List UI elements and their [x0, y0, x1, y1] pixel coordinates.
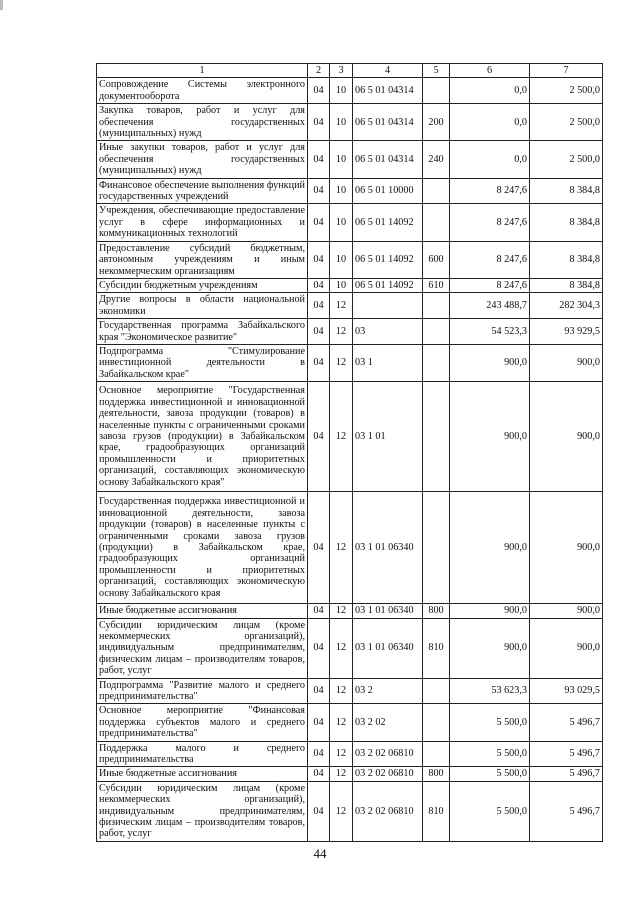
row-name-cell: Предоставление субсидий бюджетным, автономным учреждениям и иным некоммерческим организациям	[97, 241, 308, 278]
amount-year2-cell: 8 384,8	[530, 178, 603, 204]
budget-table	[96, 63, 603, 842]
target-article-cell: 06 5 01 14092	[353, 278, 423, 292]
amount-year2-cell: 8 384,8	[530, 241, 603, 278]
amount-year2-cell: 2 500,0	[530, 104, 603, 141]
amount-year1-cell: 54 523,3	[450, 319, 530, 345]
target-article-cell: 03 2	[353, 678, 423, 704]
target-article-cell: 06 5 01 04314	[353, 104, 423, 141]
expense-type-cell: 200	[423, 104, 450, 141]
table-row	[97, 104, 603, 141]
subsection-code-cell: 12	[330, 741, 353, 767]
target-article-cell: 03	[353, 319, 423, 345]
expense-type-cell: 240	[423, 141, 450, 178]
row-name-cell: Учреждения, обеспечивающие предоставление услуг в сфере информационных и коммуникационных технологий	[97, 204, 308, 241]
row-name-cell: Основное мероприятие "Финансовая поддержка субъектов малого и среднего предпринимательства"	[97, 704, 308, 741]
target-article-cell: 06 5 01 10000	[353, 178, 423, 204]
target-article-cell	[353, 293, 423, 319]
section-code-cell: 04	[308, 78, 330, 104]
header-cell: 3	[330, 64, 353, 78]
table-row	[97, 741, 603, 767]
expense-type-cell	[423, 319, 450, 345]
section-code-cell: 04	[308, 741, 330, 767]
section-code-cell: 04	[308, 104, 330, 141]
subsection-code-cell: 10	[330, 178, 353, 204]
section-code-cell: 04	[308, 704, 330, 741]
header-cell: 4	[353, 64, 423, 78]
table-row	[97, 492, 603, 604]
subsection-code-cell: 12	[330, 704, 353, 741]
amount-year1-cell: 53 623,3	[450, 678, 530, 704]
expense-type-cell	[423, 178, 450, 204]
table-row	[97, 78, 603, 104]
table-row	[97, 382, 603, 492]
expense-type-cell: 800	[423, 604, 450, 618]
section-code-cell: 04	[308, 293, 330, 319]
target-article-cell: 03 1 01 06340	[353, 618, 423, 678]
amount-year1-cell: 8 247,6	[450, 278, 530, 292]
amount-year1-cell: 900,0	[450, 344, 530, 381]
amount-year1-cell: 900,0	[450, 382, 530, 492]
amount-year2-cell: 8 384,8	[530, 204, 603, 241]
subsection-code-cell: 12	[330, 344, 353, 381]
table-row	[97, 319, 603, 345]
section-code-cell: 04	[308, 344, 330, 381]
subsection-code-cell: 12	[330, 618, 353, 678]
section-code-cell: 04	[308, 618, 330, 678]
amount-year2-cell: 8 384,8	[530, 278, 603, 292]
target-article-cell: 03 1 01	[353, 382, 423, 492]
row-name-cell: Финансовое обеспечение выполнения функций государственных учреждений	[97, 178, 308, 204]
amount-year2-cell: 2 500,0	[530, 141, 603, 178]
subsection-code-cell: 12	[330, 492, 353, 604]
amount-year2-cell: 5 496,7	[530, 767, 603, 781]
header-row	[97, 64, 603, 78]
subsection-code-cell: 10	[330, 241, 353, 278]
expense-type-cell: 610	[423, 278, 450, 292]
amount-year1-cell: 5 500,0	[450, 767, 530, 781]
row-name-cell: Закупка товаров, работ и услуг для обеспечения государственных (муниципальных) нужд	[97, 104, 308, 141]
target-article-cell: 06 5 01 04314	[353, 78, 423, 104]
amount-year2-cell: 900,0	[530, 492, 603, 604]
amount-year1-cell: 900,0	[450, 492, 530, 604]
amount-year1-cell: 5 500,0	[450, 704, 530, 741]
header-cell: 2	[308, 64, 330, 78]
amount-year2-cell: 93 929,5	[530, 319, 603, 345]
table-body	[97, 78, 603, 841]
amount-year2-cell: 5 496,7	[530, 741, 603, 767]
section-code-cell: 04	[308, 278, 330, 292]
row-name-cell: Иные бюджетные ассигнования	[97, 604, 308, 618]
expense-type-cell	[423, 678, 450, 704]
expense-type-cell	[423, 741, 450, 767]
amount-year2-cell: 900,0	[530, 344, 603, 381]
subsection-code-cell: 12	[330, 319, 353, 345]
row-name-cell: Подпрограмма "Развитие малого и среднего предпринимательства"	[97, 678, 308, 704]
subsection-code-cell: 12	[330, 293, 353, 319]
table-row	[97, 278, 603, 292]
table-row	[97, 293, 603, 319]
section-code-cell: 04	[308, 382, 330, 492]
section-code-cell: 04	[308, 767, 330, 781]
table-row	[97, 618, 603, 678]
section-code-cell: 04	[308, 178, 330, 204]
header-cell: 6	[450, 64, 530, 78]
table-row	[97, 141, 603, 178]
table-row	[97, 241, 603, 278]
subsection-code-cell: 12	[330, 781, 353, 841]
table-row	[97, 604, 603, 618]
target-article-cell: 03 2 02 06810	[353, 767, 423, 781]
page-number: 44	[313, 846, 327, 861]
target-article-cell: 03 2 02	[353, 704, 423, 741]
expense-type-cell: 810	[423, 781, 450, 841]
section-code-cell: 04	[308, 241, 330, 278]
amount-year1-cell: 0,0	[450, 78, 530, 104]
row-name-cell: Подпрограмма "Стимулирование инвестиционной деятельности в Забайкальском крае"	[97, 344, 308, 381]
expense-type-cell	[423, 492, 450, 604]
target-article-cell: 03 1 01 06340	[353, 604, 423, 618]
amount-year2-cell: 900,0	[530, 382, 603, 492]
amount-year1-cell: 900,0	[450, 604, 530, 618]
row-name-cell: Поддержка малого и среднего предпринимательства	[97, 741, 308, 767]
section-code-cell: 04	[308, 678, 330, 704]
amount-year1-cell: 900,0	[450, 618, 530, 678]
expense-type-cell: 800	[423, 767, 450, 781]
row-name-cell: Иные бюджетные ассигнования	[97, 767, 308, 781]
target-article-cell: 06 5 01 04314	[353, 141, 423, 178]
expense-type-cell: 810	[423, 618, 450, 678]
subsection-code-cell: 12	[330, 382, 353, 492]
table-row	[97, 204, 603, 241]
amount-year1-cell: 243 488,7	[450, 293, 530, 319]
amount-year2-cell: 93 029,5	[530, 678, 603, 704]
table-row	[97, 178, 603, 204]
amount-year1-cell: 5 500,0	[450, 741, 530, 767]
expense-type-cell	[423, 78, 450, 104]
amount-year1-cell: 0,0	[450, 104, 530, 141]
section-code-cell: 04	[308, 604, 330, 618]
amount-year2-cell: 900,0	[530, 604, 603, 618]
expense-type-cell	[423, 293, 450, 319]
row-name-cell: Субсидии юридическим лицам (кроме некоммерческих организаций), индивидуальным предпринимателям, физическим лицам – производителям товаров, работ, услуг	[97, 781, 308, 841]
row-name-cell: Сопровождение Системы электронного документооборота	[97, 78, 308, 104]
row-name-cell: Иные закупки товаров, работ и услуг для обеспечения государственных (муниципальных) нужд	[97, 141, 308, 178]
expense-type-cell	[423, 344, 450, 381]
subsection-code-cell: 12	[330, 678, 353, 704]
expense-type-cell	[423, 704, 450, 741]
subsection-code-cell: 10	[330, 204, 353, 241]
section-code-cell: 04	[308, 141, 330, 178]
section-code-cell: 04	[308, 319, 330, 345]
row-name-cell: Государственная поддержка инвестиционной и инновационной деятельности, завоза продукции (товаров) в населенные пункты с ограниченными сроками завоза грузов (продукции) в Забайкальском крае, градообразующих организаций промышленности и приоритетных организаций, составляющих экономическую основу Забайкальского края	[97, 492, 308, 604]
subsection-code-cell: 10	[330, 278, 353, 292]
target-article-cell: 03 1 01 06340	[353, 492, 423, 604]
section-code-cell: 04	[308, 204, 330, 241]
amount-year1-cell: 8 247,6	[450, 204, 530, 241]
amount-year2-cell: 282 304,3	[530, 293, 603, 319]
amount-year2-cell: 5 496,7	[530, 781, 603, 841]
expense-type-cell	[423, 204, 450, 241]
row-name-cell: Основное мероприятие "Государственная поддержка инвестиционной и инновационной деятельности, завоза продукции (товаров) в населенные пункты с ограниченными сроками завоза грузов (продукции) в Забайкальском крае, градообразующих организаций промышленности и приоритетных организаций, составляющих экономическую основу Забайкальского края"	[97, 382, 308, 492]
section-code-cell: 04	[308, 781, 330, 841]
amount-year2-cell: 5 496,7	[530, 704, 603, 741]
target-article-cell: 03 2 02 06810	[353, 741, 423, 767]
header-cell: 5	[423, 64, 450, 78]
expense-type-cell	[423, 382, 450, 492]
subsection-code-cell: 10	[330, 104, 353, 141]
amount-year2-cell: 2 500,0	[530, 78, 603, 104]
row-name-cell: Субсидии юридическим лицам (кроме некоммерческих организаций), индивидуальным предпринимателям, физическим лицам – производителям товаров, работ, услуг	[97, 618, 308, 678]
subsection-code-cell: 12	[330, 767, 353, 781]
row-name-cell: Другие вопросы в области национальной экономики	[97, 293, 308, 319]
row-name-cell: Субсидии бюджетным учреждениям	[97, 278, 308, 292]
table-row	[97, 678, 603, 704]
table-row	[97, 781, 603, 841]
target-article-cell: 06 5 01 14092	[353, 241, 423, 278]
target-article-cell: 06 5 01 14092	[353, 204, 423, 241]
header-cell: 7	[530, 64, 603, 78]
amount-year2-cell: 900,0	[530, 618, 603, 678]
table-row	[97, 767, 603, 781]
row-name-cell: Государственная программа Забайкальского края "Экономическое развитие"	[97, 319, 308, 345]
table-row	[97, 344, 603, 381]
expense-type-cell: 600	[423, 241, 450, 278]
amount-year1-cell: 0,0	[450, 141, 530, 178]
amount-year1-cell: 8 247,6	[450, 178, 530, 204]
scan-edge-mark	[0, 0, 3, 10]
amount-year1-cell: 5 500,0	[450, 781, 530, 841]
section-code-cell: 04	[308, 492, 330, 604]
subsection-code-cell: 10	[330, 141, 353, 178]
header-cell: 1	[97, 64, 308, 78]
table-row	[97, 704, 603, 741]
target-article-cell: 03 1	[353, 344, 423, 381]
amount-year1-cell: 8 247,6	[450, 241, 530, 278]
subsection-code-cell: 10	[330, 78, 353, 104]
subsection-code-cell: 12	[330, 604, 353, 618]
target-article-cell: 03 2 02 06810	[353, 781, 423, 841]
